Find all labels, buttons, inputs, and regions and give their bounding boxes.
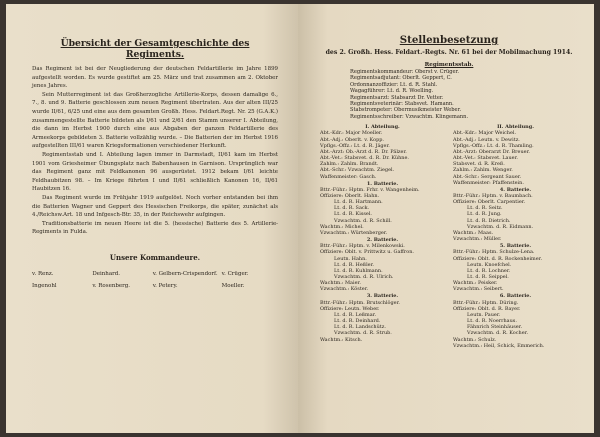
history-paragraph: Das Regiment wurde im Frühjahr 1919 aufgelöst. Noch vorher entstanden bei ihm die Batterien Wagner und Geppert des Hessischen Freikorps, die später, zunächst als 4./Reichsw.Art. 18 und Infgesch-Btr. 35, in der Reichswehr aufgingen. bbox=[32, 194, 278, 219]
roster-entry: Vzwachtm. d. R. Ulrich. bbox=[334, 274, 394, 280]
roster-entry: Wachtm.: Maier. bbox=[320, 280, 361, 287]
roster-entry: Abt.-Schr.: Sergeant Sauer. bbox=[453, 173, 522, 180]
roster-entry: Abt.-Adj.: Leutn. v. Dewitz. bbox=[453, 136, 520, 143]
roster-entry: Vpflgs.-Offz.: Lt. d. R. Jäger. bbox=[320, 142, 390, 149]
commanders-list bbox=[32, 271, 278, 289]
roster-entry: Abt.-Vet.: Stabsvet. Lauer. bbox=[453, 155, 518, 162]
left-page bbox=[6, 4, 298, 433]
staff-list bbox=[350, 69, 578, 120]
unit-heading: 4. Batterie. bbox=[499, 186, 532, 193]
history-title: Übersicht der Gesamtgeschichte des Regiments. bbox=[60, 38, 250, 60]
roster-entry: Lt. d. R. Sack. bbox=[334, 205, 370, 212]
roster-entry: Vzwachtm.: Heil, Schick, Emmerich. bbox=[453, 342, 545, 349]
roster-entry: Bttr.-Führ.: Hptm. Frhr. v. Wangenheim. bbox=[320, 186, 420, 193]
roster-entry: Abt.-Kdr.: Major Moeller. bbox=[320, 130, 383, 137]
roster-entry: Stabsvet. d. R. Kreß. bbox=[453, 161, 505, 168]
unit-heading: 5. Batterie. bbox=[499, 243, 532, 250]
roster-entry: Lt. d. R. Lochner. bbox=[467, 267, 511, 274]
roster-entry: Leutn. Hahn. bbox=[334, 255, 367, 262]
unit-heading: 1. Batterie. bbox=[366, 180, 399, 187]
roster-entry: Lt. d. R. Noerrhaus. bbox=[467, 318, 517, 325]
unit-heading: I. Abteilung. bbox=[365, 124, 400, 131]
roster-entry: Offiziere: Oblt. d. R. Bayer. bbox=[453, 305, 521, 312]
roster-entry: Vzwachtm. d. R. Strub. bbox=[334, 330, 392, 337]
roster-column-first-battalion bbox=[320, 123, 445, 349]
unit-heading: 2. Batterie. bbox=[366, 237, 399, 244]
staff-entry: Ordonnanzoffizier: Lt. d. R. Stahl. bbox=[350, 81, 438, 88]
commander-name: Ingenohl bbox=[32, 282, 57, 289]
roster-entry: Abt.-Vet.: Stabsvet. d. R. Dr. Kühne. bbox=[320, 155, 409, 162]
staff-heading: Regimentsstab. bbox=[424, 62, 474, 68]
roster-entry: Zahlm.: Zahlm. Brandt. bbox=[320, 161, 379, 168]
roster-entry: Vzwachtm. d. R. Eidmann. bbox=[467, 223, 534, 230]
roster-entry: Vpflgs.-Offz.: Lt. d. R. Thamling. bbox=[453, 142, 534, 149]
right-page bbox=[298, 4, 594, 433]
staff-entry: Wagagführer: Lt. d. R. Woelling. bbox=[350, 88, 434, 95]
history-paragraph: Traditionsbatterie im neuen Heere ist die 5. (hessische) Batterie des 5. Artillerie-Regiments in Fulda. bbox=[32, 220, 278, 236]
roster-entry: Fähnrich Steinhäuser. bbox=[467, 324, 523, 331]
roster-entry: Wachtm.: Maas. bbox=[453, 229, 494, 236]
roster-entry: Vzwachtm.: Müller. bbox=[453, 236, 502, 243]
roster-entry: Bttr.-Führ.: Hptm. Brutschlöger. bbox=[320, 299, 400, 306]
commander-name: v. Renz. bbox=[32, 270, 54, 277]
roster-entry: Abt.-Arzt: Oberarzt Dr. Breuer. bbox=[453, 148, 530, 155]
roster-entry: Bttr.-Führ.: Hptm. Schulze-Lena. bbox=[453, 249, 535, 256]
history-paragraph: Sein Mutterregiment ist das Großherzogliche Artillerie-Korps, dessen damalige 6., 7., 8. und 9. Batterie geschlossen zum neuen Regiment übertraten. Aus der alten III/25 wurde II/61, 6/25 und eine aus dem gesamten Großh. Hess. Feldart.Regt. Nr. 25 (G.A.K.) zusammengestellte Batterie bildeten als I/61 und 2/61 den Stamm unserer I. Abteilung, die dann im Herbst 1900 durch eine aus Abgaben der ganzen Feldartillerie des Armeekorps gebildeten 3. Batterie vollzählig wurde. – Die Batterien der im Herbst 1916 aufgestellten III/61 waren Kriegsformationen verschiedener Herkunft. bbox=[32, 91, 278, 150]
roster-entry: Abt.-Kdr.: Major Weichel. bbox=[453, 130, 517, 137]
history-paragraph: Das Regiment ist bei der Neugliederung der deutschen Feldartillerie im Jahre 1899 aufgestellt worden. Es wurde gestiftet am 25. März und trat zusammen am 2. Oktober jenes Jahres. bbox=[32, 66, 278, 90]
commander-name: v. Crüger. bbox=[221, 270, 249, 277]
roster-entry: Waffenmeister: Gasch. bbox=[320, 173, 377, 180]
roster-entry: Leutn. Knoefchel. bbox=[467, 261, 512, 268]
commanders-title: Unsere Kommandeure. bbox=[109, 252, 201, 262]
commander-name: Moeller. bbox=[221, 282, 245, 289]
unit-heading: 6. Batterie. bbox=[499, 293, 532, 300]
roster-entry: Lt. d. R. Deinhard. bbox=[334, 318, 381, 325]
staff-entry: Stabstrompeter: Obermusikmeister Weber. bbox=[350, 107, 462, 114]
roster-columns bbox=[320, 123, 578, 349]
staff-entry: Regimentsadjutant: Oberlt. Geppert, C. bbox=[350, 75, 452, 82]
roster-entry: Waffenmeister: Pfaffenstein. bbox=[453, 179, 524, 186]
roster-entry: Offiziere: Leutn. Weber. bbox=[320, 305, 380, 312]
staff-entry: Regimentsveterinär: Stabsvet. Hamann. bbox=[350, 101, 454, 108]
commander-name: v. Gelbern-Crispendorf. bbox=[152, 270, 218, 277]
roster-entry: Bttr.-Führ.: Hptm. v. Milenkowski. bbox=[320, 243, 405, 250]
roster-entry: Zahlm.: Zahlm. Wenger. bbox=[453, 167, 513, 174]
roster-entry: Lt. d. R. Heßler. bbox=[334, 261, 374, 268]
staff-entry: Regimentskommandeur: Oberst v. Crüger. bbox=[350, 69, 460, 75]
history-text bbox=[32, 65, 278, 237]
roster-entry: Lt. d. R. Seitz. bbox=[467, 205, 503, 212]
roster-entry: Abt.-Arzt: Ob.-Arzt d. R. Dr. Pälzer. bbox=[320, 148, 407, 155]
roster-entry: Bttr.-Führ.: Hptm. v. Baumbach. bbox=[453, 192, 533, 199]
roster-entry: Offiziere: Oberlt. Hahn. bbox=[320, 192, 380, 199]
history-paragraph: Regimentsstab und I. Abteilung lagen immer in Darmstadt, II/61 kam im Herbst 1901 vom Griesheimer Übungsplatz nach Babenhausen in Garnison. Ursprünglich war das Regiment ganz mit Feldkanonen 96 ausgerüstet. 1912 bekam I/61 leichte Feldhaubitzen 98. – Im Kriege führten I und II/61 schließlich Kanonen 16, II/61 Haubitzen 16. bbox=[32, 151, 278, 193]
commander-name: v. Rosenberg. bbox=[92, 282, 131, 289]
unit-heading: 3. Batterie. bbox=[366, 293, 399, 300]
roster-entry: Wachtm.: Schulz. bbox=[453, 336, 497, 343]
commander-name: v. Petery. bbox=[152, 282, 178, 289]
commander-name: Deinhard. bbox=[92, 270, 121, 277]
roster-title: Stellenbesetzung bbox=[399, 34, 499, 46]
roster-entry: Lt. d. R. Hartmann. bbox=[334, 199, 383, 206]
roster-entry: Lt. d. R. Dietrich. bbox=[467, 217, 511, 224]
staff-entry: Regimentsschreiber: Vzwachtm. Klingemann. bbox=[350, 113, 469, 120]
roster-entry: Lt. d. R. Kissel. bbox=[334, 211, 372, 218]
roster-entry: Abt.-Schr.: Vzwachtm. Ziegel. bbox=[320, 167, 395, 174]
unit-heading: II. Abteilung. bbox=[497, 124, 534, 131]
roster-entry: Wachtm.: Michel. bbox=[320, 223, 364, 230]
roster-entry: Bttr.-Führ.: Hptm. Düring. bbox=[453, 299, 519, 306]
roster-entry: Wachtm.: Peisker. bbox=[453, 280, 498, 287]
roster-entry: Offiziere: Oblt. v. Prittwitz u. Gaffron. bbox=[320, 249, 414, 256]
book-spread bbox=[6, 4, 594, 433]
roster-entry: Offiziere: Oblt. d. R. Rockenheimer. bbox=[453, 255, 543, 262]
roster-entry: Leutn. Pauer. bbox=[467, 311, 501, 318]
roster-entry: Abt.-Adj.: Oberlt. v. Kopp. bbox=[320, 136, 384, 143]
roster-entry: Vzwachtm. d. R. Kocher. bbox=[467, 330, 529, 337]
roster-entry: Vzwachtm. d. R. Schill. bbox=[334, 217, 392, 224]
roster-entry: Offiziere: Oberlt. Carpentier. bbox=[453, 199, 526, 206]
staff-entry: Regimentsarzt: Stabsarzt Dr. Vetter. bbox=[350, 94, 444, 101]
roster-entry: Lt. d. R. Kuhlmann. bbox=[334, 267, 383, 274]
roster-column-second-battalion bbox=[453, 123, 578, 349]
roster-subtitle: des 2. Großh. Hess. Feldart.-Regts. Nr. 61 bei der Mobilmachung 1914. bbox=[325, 49, 573, 56]
roster-entry: Lt. d. R. Seippel. bbox=[467, 274, 509, 280]
roster-entry: Lt. d. R. Landschütz. bbox=[334, 324, 386, 331]
roster-entry: Lt. d. R. Jung. bbox=[467, 211, 502, 218]
roster-entry: Lt. d. R. Leßmar. bbox=[334, 311, 377, 318]
roster-entry: Wachtm.: Kitsch. bbox=[320, 336, 363, 343]
roster-entry: Vzwachtm.: Köster. bbox=[320, 286, 369, 293]
roster-entry: Vzwachtm.: Würtenberger. bbox=[320, 229, 388, 236]
roster-entry: Vzwachtm.: Seibert. bbox=[453, 286, 504, 293]
